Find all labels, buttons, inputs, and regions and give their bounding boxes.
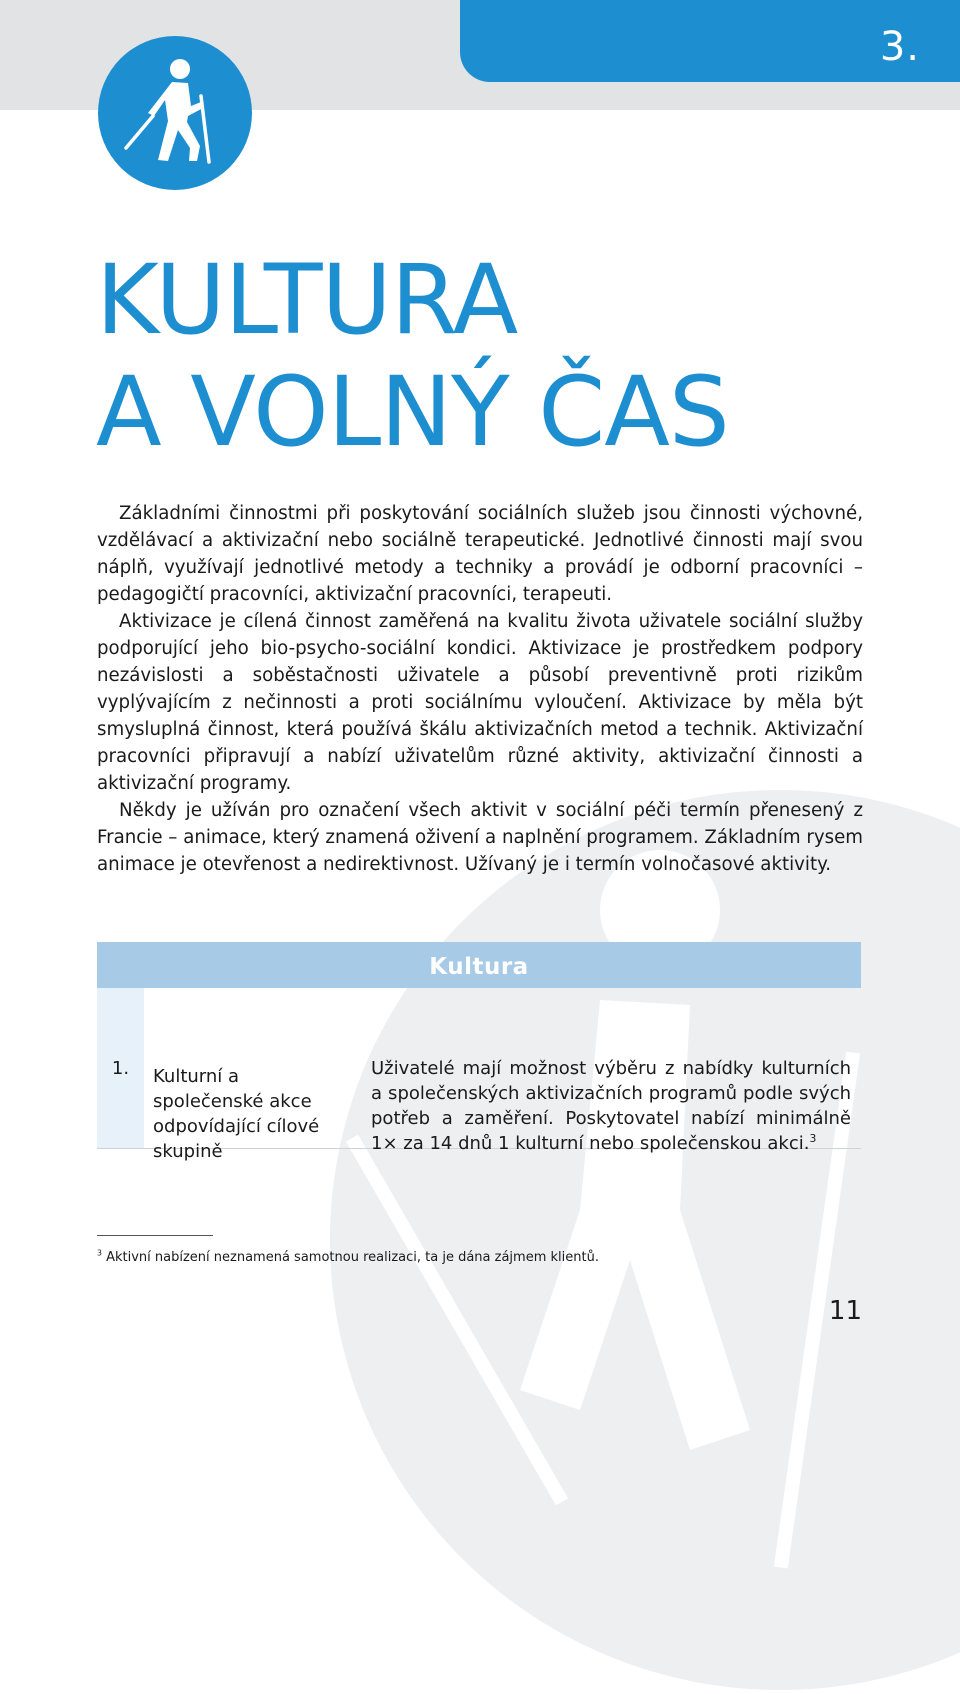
row-description: [371, 1056, 851, 1156]
paragraph: Někdy je užíván pro označení všech aktivit v sociální péči termín přenesený z Francie – animace, který znamená oživení a naplnění programem. Základním rysem animace je otevřenost a nedirektivnost. Užívaný je i termín volnočasové aktivity.: [97, 800, 863, 875]
nordic-walking-icon: [98, 36, 252, 190]
kultura-table: [97, 942, 861, 1162]
footnote-divider: [97, 1235, 213, 1236]
row-label: Kulturní a společenské akce odpovídající cílové skupině: [153, 1066, 320, 1162]
chapter-number: 3.: [879, 24, 920, 70]
chapter-tab: [460, 0, 960, 82]
title-line-1: KULTURA: [96, 244, 518, 356]
row-description-text: Uživatelé mají možnost výběru z nabídky kulturních a společenských aktivizačních programů podle svých potřeb a zaměření. Poskytovatel nabízí minimálně 1× za 14 dnů 1 kulturní nebo společenskou akci.: [371, 1058, 851, 1154]
chapter-icon-circle: [98, 36, 252, 190]
page-number: 11: [828, 1296, 862, 1326]
body-text: [97, 500, 863, 878]
paragraph: Základními činnostmi při poskytování sociálních služeb jsou činnosti výchovné, vzdělávací a aktivizační nebo sociálně terapeutické. Jednotlivé činnosti mají svou náplň, využívají jednotlivé metody a techniky a provádí je odborní pracovníci – pedagogičtí pracovníci, aktivizační pracovníci, terapeuti.: [97, 503, 863, 605]
footnote: [97, 1249, 599, 1267]
footnote-text: Aktivní nabízení neznamená samotnou realizaci, ta je dána zájmem klientů.: [106, 1250, 599, 1265]
watermark-circle: [330, 790, 960, 1690]
row-number: 1.: [97, 988, 144, 1148]
table-row: [97, 988, 861, 1162]
title-line-2: A VOLNÝ ČAS: [96, 356, 729, 468]
footnote-reference: 3: [809, 1132, 817, 1145]
paragraph: Aktivizace je cílená činnost zaměřená na kvalitu života uživatele sociální služby podporující jeho bio-psycho-sociální kondici. Aktivizace je prostředkem podpory nezávislosti a soběstačnosti uživatele a působí preventivně proti rizikům vyplývajícím z nečinnosti a proti sociálnímu vyloučení. Aktivizace by měla být smysluplná činnost, která používá škálu aktivizačních metod a technik. Aktivizační pracovníci připravují a nabízí uživatelům různé aktivity, aktivizační činnosti a aktivizační programy.: [97, 611, 863, 794]
footnote-marker: 3: [97, 1248, 102, 1258]
page-title: [96, 244, 729, 468]
table-header: Kultura: [97, 942, 861, 988]
watermark-walker-icon: [330, 790, 960, 1690]
